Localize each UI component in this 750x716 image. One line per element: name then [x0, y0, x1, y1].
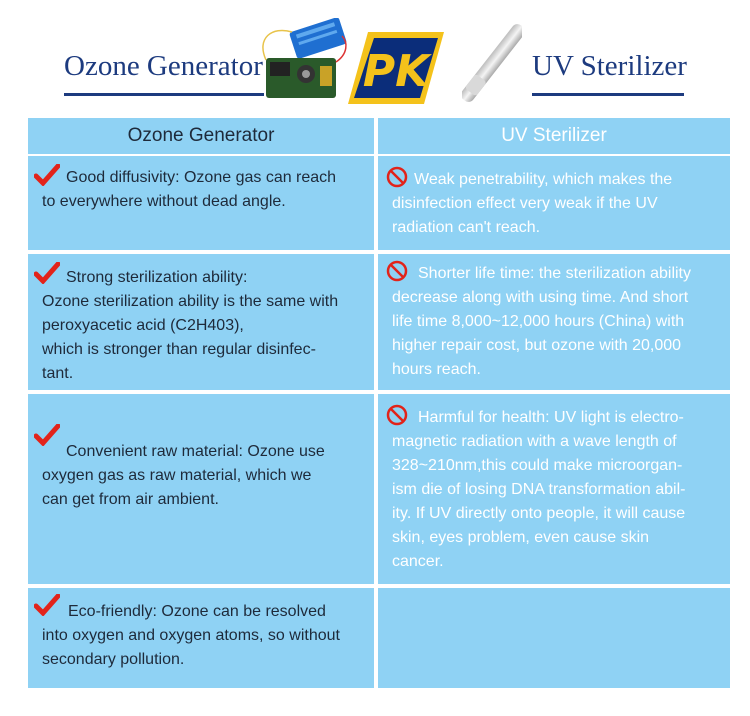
uv-point-2-line-2: decrease along with using time. And short	[392, 289, 689, 306]
ozone-point-2-line-3: peroxyacetic acid (C2H403),	[42, 317, 244, 334]
uv-point-3-line-4: ism die of losing DNA transformation abil-	[392, 481, 686, 498]
red-prohibited-icon	[386, 404, 408, 426]
uv-sterilizer-tube-image	[462, 20, 522, 106]
ozone-point-2-line-5: tant.	[42, 365, 74, 382]
ozone-point-2-line-2: Ozone sterilization ability is the same with	[42, 293, 339, 310]
ozone-generator-product-image	[262, 18, 350, 106]
ozone-title-underline	[64, 93, 264, 96]
ozone-generator-title: Ozone Generator	[64, 50, 263, 82]
uv-point-2-line-5: hours reach.	[392, 361, 481, 378]
table-row-2-uv	[378, 254, 730, 390]
column-header-uv: UV Sterilizer	[378, 118, 730, 154]
red-prohibited-icon	[386, 260, 408, 282]
uv-point-1-line-1: Weak penetrability, which makes the	[414, 171, 673, 188]
uv-point-2-line-1: Shorter life time: the sterilization ability	[418, 265, 691, 282]
ozone-point-2-line-1: Strong sterilization ability:	[66, 269, 248, 286]
uv-point-1-line-2: disinfection effect very weak if the UV	[392, 195, 658, 212]
column-header-ozone: Ozone Generator	[28, 118, 374, 154]
table-row-1-ozone	[28, 156, 374, 250]
table-row-1-uv	[378, 156, 730, 250]
uv-point-3-line-7: cancer.	[392, 553, 444, 570]
comparison-table	[28, 116, 730, 688]
table-row-4-uv-empty	[378, 588, 730, 688]
red-check-icon	[34, 594, 60, 616]
red-check-icon	[34, 262, 60, 284]
pk-logo	[346, 28, 446, 106]
red-check-icon	[34, 164, 60, 186]
uv-point-3-line-6: skin, eyes problem, even cause skin	[392, 529, 650, 546]
uv-sterilizer-title: UV Sterilizer	[532, 50, 687, 82]
ozone-point-4-line-1: Eco-friendly: Ozone can be resolved	[68, 603, 326, 620]
logo-text: PK	[362, 46, 430, 97]
uv-title-underline	[532, 93, 684, 96]
table-row-3-ozone	[28, 394, 374, 584]
uv-point-3-line-5: ity. If UV directly onto people, it will cause	[392, 505, 686, 522]
ozone-point-4-line-2: into oxygen and oxygen atoms, so without	[42, 627, 340, 644]
ozone-point-3-line-3: can get from air ambient.	[42, 491, 219, 508]
header-banner	[0, 0, 750, 116]
red-check-icon	[34, 424, 60, 446]
ozone-point-1-line-2: to everywhere without dead angle.	[42, 193, 286, 210]
ozone-point-1-line-1: Good diffusivity: Ozone gas can reach	[66, 169, 337, 186]
red-prohibited-icon	[386, 166, 408, 188]
uv-point-2-line-3: life time 8,000~12,000 hours (China) with	[392, 313, 685, 330]
uv-point-1-line-3: radiation can't reach.	[392, 219, 541, 236]
table-row-2-ozone	[28, 254, 374, 390]
ozone-point-3-line-2: oxygen gas as raw material, which we	[42, 467, 312, 484]
table-row-3-uv	[378, 394, 730, 584]
uv-point-2-line-4: higher repair cost, but ozone with 20,000	[392, 337, 682, 354]
ozone-point-2-line-4: which is stronger than regular disinfec-	[42, 341, 316, 358]
table-row-4-ozone	[28, 588, 374, 688]
uv-point-3-line-1: Harmful for health: UV light is electro-	[418, 409, 684, 426]
uv-point-3-line-2: magnetic radiation with a wave length of	[392, 433, 677, 450]
uv-point-3-line-3: 328~210nm,this could make microorgan-	[392, 457, 683, 474]
ozone-point-3-line-1: Convenient raw material: Ozone use	[66, 443, 325, 460]
ozone-point-4-line-3: secondary pollution.	[42, 651, 185, 668]
